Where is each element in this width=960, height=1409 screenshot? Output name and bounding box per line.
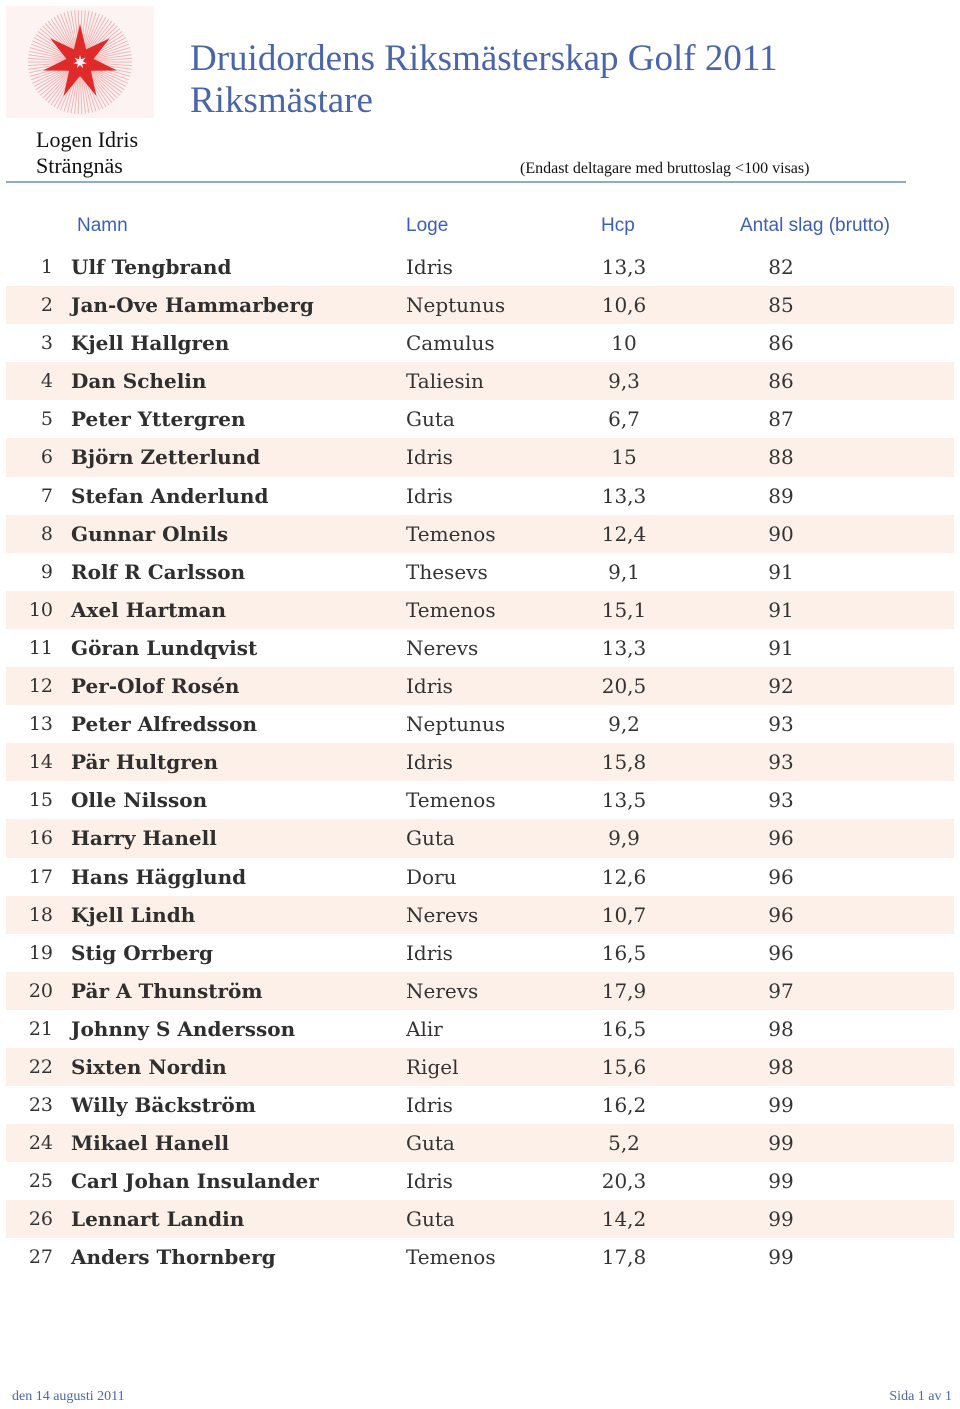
row-hcp: 9,1 [608,559,640,584]
row-loge: Idris [406,750,453,775]
row-loge: Idris [406,483,453,508]
row-hcp: 16,2 [601,1093,647,1118]
row-slag: 98 [768,1016,794,1041]
table-row [6,972,954,1010]
row-position: 20 [28,979,53,1002]
row-slag: 99 [768,1131,794,1156]
row-slag: 91 [768,597,794,622]
row-name: Pär Hultgren [71,750,219,775]
row-name: Peter Alfredsson [71,712,258,737]
row-name: Gunnar Olnils [71,521,229,546]
row-slag: 86 [768,369,794,394]
row-name: Pär A Thunström [71,978,263,1003]
row-position: 9 [40,560,53,583]
row-position: 23 [28,1094,53,1117]
row-name: Carl Johan Insulander [71,1169,319,1194]
row-loge: Temenos [406,597,496,622]
row-position: 5 [40,408,53,431]
row-loge: Taliesin [406,369,484,394]
row-name: Stig Orrberg [71,940,213,965]
row-slag: 96 [768,826,794,851]
column-headers [0,215,960,241]
row-name: Hans Hägglund [71,864,247,889]
results-table [6,248,954,1277]
header-divider [6,181,906,183]
row-position: 24 [28,1132,53,1155]
row-loge: Guta [406,1207,455,1232]
row-position: 17 [28,865,53,888]
row-position: 13 [28,713,53,736]
title-line1: Druidordens Riksmästerskap Golf 2011 [190,38,778,79]
column-header-slag: Antal slag (brutto) [740,215,890,236]
table-row [6,400,954,438]
row-hcp: 9,2 [608,712,640,737]
row-position: 16 [28,827,53,850]
row-hcp: 12,4 [601,521,647,546]
row-name: Dan Schelin [71,369,207,394]
lodge-line1: Logen Idris [36,127,139,152]
filter-note: (Endast deltagare med bruttoslag <100 visas) [520,160,810,177]
row-slag: 93 [768,788,794,813]
row-position: 21 [28,1017,53,1040]
row-name: Axel Hartman [71,597,227,622]
row-hcp: 10,7 [601,902,647,927]
row-hcp: 13,5 [601,788,647,813]
row-name: Harry Hanell [71,826,217,851]
table-row [6,1238,954,1276]
table-row [6,1086,954,1124]
row-name: Björn Zetterlund [71,445,261,470]
lodge-name [36,127,138,179]
star-icon [6,6,154,118]
table-row [6,858,954,896]
row-loge: Nerevs [406,635,479,660]
row-hcp: 9,9 [608,826,640,851]
row-hcp: 16,5 [601,1016,647,1041]
table-row [6,1200,954,1238]
row-hcp: 14,2 [601,1207,647,1232]
row-slag: 99 [768,1169,794,1194]
row-position: 25 [28,1170,53,1193]
row-hcp: 10,6 [601,293,647,318]
table-row [6,934,954,972]
row-loge: Nerevs [406,902,479,927]
row-name: Lennart Landin [71,1207,245,1232]
row-loge: Guta [406,1131,455,1156]
row-slag: 98 [768,1054,794,1079]
row-slag: 91 [768,559,794,584]
row-slag: 93 [768,712,794,737]
row-name: Sixten Nordin [71,1054,227,1079]
footer-page: Sida 1 av 1 [889,1389,952,1404]
row-name: Johnny S Andersson [71,1016,296,1041]
table-row [6,477,954,515]
row-loge: Doru [406,864,457,889]
row-position: 11 [28,636,53,659]
row-position: 2 [40,294,53,317]
table-row [6,743,954,781]
column-header-name: Namn [77,215,128,236]
row-loge: Temenos [406,1245,496,1270]
footer-date: den 14 augusti 2011 [12,1389,125,1404]
column-header-loge: Loge [406,215,449,236]
row-position: 18 [28,903,53,926]
row-hcp: 13,3 [601,483,647,508]
row-loge: Neptunus [406,712,506,737]
row-position: 4 [40,370,53,393]
row-name: Stefan Anderlund [71,483,269,508]
row-loge: Rigel [406,1054,459,1079]
row-hcp: 15,8 [601,750,647,775]
row-hcp: 17,9 [601,978,647,1003]
row-slag: 82 [768,255,794,279]
title-line2: Riksmästare [190,80,373,121]
row-name: Willy Bäckström [71,1093,256,1118]
table-row [6,591,954,629]
table-row [6,438,954,476]
row-position: 26 [28,1208,53,1231]
row-loge: Camulus [406,331,495,356]
row-name: Ulf Tengbrand [71,255,232,279]
row-hcp: 15,6 [601,1054,647,1079]
table-row [6,1124,954,1162]
row-name: Anders Thornberg [71,1245,276,1270]
row-hcp: 12,6 [601,864,647,889]
row-slag: 97 [768,978,794,1003]
row-hcp: 5,2 [608,1131,640,1156]
row-position: 8 [40,522,53,545]
row-loge: Idris [406,445,453,470]
row-hcp: 6,7 [608,407,640,432]
row-hcp: 16,5 [601,940,647,965]
row-loge: Temenos [406,788,496,813]
table-row [6,781,954,819]
row-slag: 85 [768,293,794,318]
table-row [6,819,954,857]
page-title [190,38,777,122]
column-header-hcp: Hcp [601,215,635,236]
row-loge: Neptunus [406,293,506,318]
row-slag: 88 [768,445,794,470]
row-slag: 99 [768,1093,794,1118]
row-name: Kjell Lindh [71,902,196,927]
row-position: 12 [28,675,53,698]
row-position: 6 [40,446,53,469]
row-loge: Guta [406,826,455,851]
row-slag: 87 [768,407,794,432]
row-slag: 99 [768,1207,794,1232]
row-loge: Idris [406,255,453,279]
row-hcp: 15 [611,445,637,470]
row-position: 27 [28,1246,53,1269]
table-row [6,896,954,934]
row-hcp: 13,3 [601,635,647,660]
row-slag: 96 [768,902,794,927]
row-name: Olle Nilsson [71,788,208,813]
table-row [6,553,954,591]
row-position: 1 [40,256,53,278]
row-name: Peter Yttergren [71,407,246,432]
row-slag: 91 [768,635,794,660]
row-hcp: 10 [611,331,637,356]
row-slag: 93 [768,750,794,775]
table-row [6,1162,954,1200]
table-row [6,629,954,667]
row-name: Jan-Ove Hammarberg [71,293,314,318]
row-loge: Alir [406,1016,443,1041]
table-row [6,1048,954,1086]
row-position: 7 [40,484,53,507]
row-slag: 92 [768,674,794,699]
row-position: 15 [28,789,53,812]
row-position: 10 [28,598,53,621]
row-slag: 90 [768,521,794,546]
row-name: Kjell Hallgren [71,331,230,356]
table-row [6,324,954,362]
row-loge: Temenos [406,521,496,546]
row-loge: Idris [406,674,453,699]
row-name: Per-Olof Rosén [71,674,240,699]
row-position: 22 [28,1055,53,1078]
row-loge: Idris [406,1093,453,1118]
row-slag: 89 [768,483,794,508]
table-row [6,248,954,286]
table-row [6,1010,954,1048]
row-position: 14 [28,751,53,774]
logo [6,6,154,118]
row-name: Göran Lundqvist [71,635,258,660]
table-row [6,286,954,324]
table-row [6,362,954,400]
lodge-line2: Strängnäs [36,153,123,178]
row-name: Rolf R Carlsson [71,559,246,584]
row-hcp: 9,3 [608,369,640,394]
row-loge: Nerevs [406,978,479,1003]
row-loge: Thesevs [406,559,488,584]
row-loge: Idris [406,1169,453,1194]
row-name: Mikael Hanell [71,1131,230,1156]
row-position: 19 [28,941,53,964]
row-hcp: 13,3 [601,255,647,279]
row-loge: Guta [406,407,455,432]
table-row [6,705,954,743]
row-slag: 96 [768,864,794,889]
row-hcp: 20,3 [601,1169,647,1194]
row-position: 3 [40,332,53,355]
table-row [6,515,954,553]
row-slag: 86 [768,331,794,356]
row-hcp: 17,8 [601,1245,647,1270]
row-slag: 96 [768,940,794,965]
row-hcp: 15,1 [601,597,647,622]
row-loge: Idris [406,940,453,965]
table-row [6,667,954,705]
row-slag: 99 [768,1245,794,1270]
row-hcp: 20,5 [601,674,647,699]
